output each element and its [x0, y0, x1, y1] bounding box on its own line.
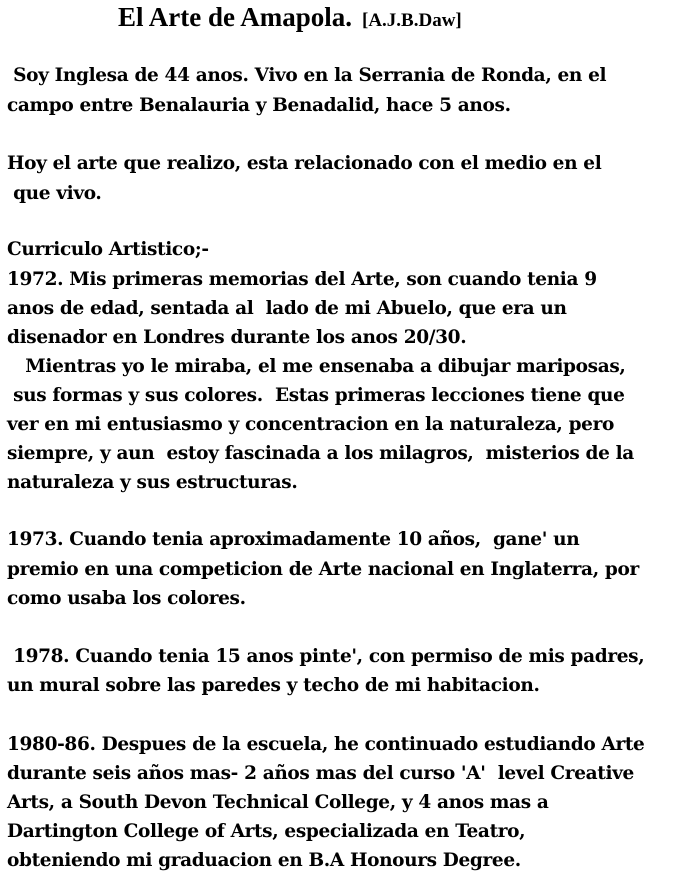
text-line: disenador en Londres durante los anos 20/30. [7, 327, 467, 348]
section-heading: Curriculo Artistico;- [7, 239, 209, 260]
text-line: sus formas y sus colores. Estas primeras lecciones tiene que [7, 385, 625, 406]
text-line: siempre, y aun estoy fascinada a los milagros, misterios de la [7, 443, 634, 464]
text-line: 1980-86. Despues de la escuela, he continuado estudiando Arte [7, 734, 645, 755]
text-line: naturaleza y sus estructuras. [7, 472, 298, 493]
text-line: Hoy el arte que realizo, esta relacionado con el medio en el [7, 153, 602, 174]
text-line: 1972. Mis primeras memorias del Arte, son cuando tenia 9 [7, 269, 597, 290]
text-line: Arts, a South Devon Technical College, y 4 anos mas a [7, 792, 549, 813]
title-line [118, 2, 462, 33]
text-line: durante seis años mas- 2 años mas del curso 'A' level Creative [7, 763, 634, 784]
text-line: 1973. Cuando tenia aproximadamente 10 años, gane' un [7, 529, 580, 550]
text-line: un mural sobre las paredes y techo de mi habitacion. [7, 675, 540, 696]
text-line: que vivo. [7, 183, 102, 204]
text-line: como usaba los colores. [7, 588, 246, 609]
text-line: campo entre Benalauria y Benadalid, hace 5 anos. [7, 95, 511, 116]
text-line: premio en una competicion de Arte nacional en Inglaterra, por [7, 559, 639, 580]
text-line: ver en mi entusiasmo y concentracion en la naturaleza, pero [7, 414, 614, 435]
author-credit: [A.J.B.Daw] [362, 10, 462, 31]
text-line: Soy Inglesa de 44 anos. Vivo en la Serrania de Ronda, en el [7, 65, 607, 86]
text-line: anos de edad, sentada al lado de mi Abuelo, que era un [7, 298, 567, 319]
document-title: El Arte de Amapola. [118, 2, 352, 32]
text-line: 1978. Cuando tenia 15 anos pinte', con permiso de mis padres, [7, 646, 645, 667]
text-line: Mientras yo le miraba, el me ensenaba a dibujar mariposas, [7, 356, 626, 377]
text-line: Dartington College of Arts, especializada en Teatro, [7, 821, 526, 842]
text-line: obteniendo mi graduacion en B.A Honours Degree. [7, 850, 521, 871]
